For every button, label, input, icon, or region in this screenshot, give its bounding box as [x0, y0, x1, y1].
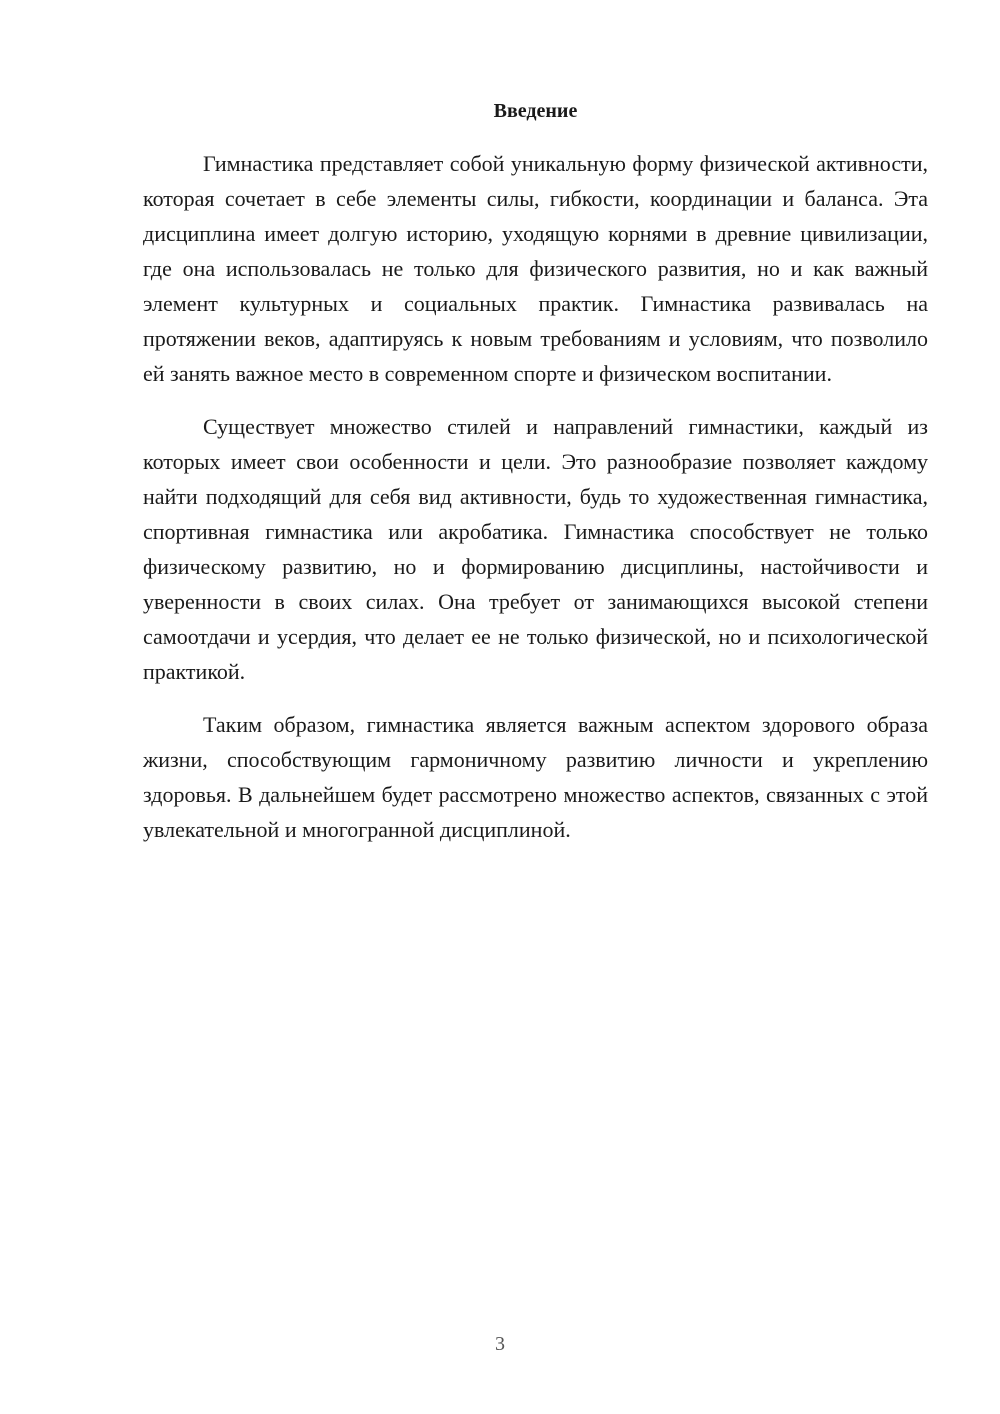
paragraph-2: Существует множество стилей и направлений гимнастики, каждый из которых имеет свои особенности и цели. Это разнообразие позволяет каждому найти подходящий для себя вид активности, будь то художественная гимнастика, спортивная гимнастика или акробатика. Гимнастика способствует не только физическому развитию, но и формированию дисциплины, настойчивости и уверенности в своих силах. Она требует от занимающихся высокой степени самоотдачи и усердия, что делает ее не только физической, но и психологической практикой.: [143, 414, 928, 684]
paragraph-3: Таким образом, гимнастика является важным аспектом здорового образа жизни, способствующим гармоничному развитию личности и укреплению здоровья. В дальнейшем будет рассмотрено множество аспектов, связанных с этой увлекательной и многогранной дисциплиной.: [143, 712, 928, 842]
section-title: Введение: [493, 100, 578, 122]
paragraph-1: Гимнастика представляет собой уникальную форму физической активности, которая сочетает в себе элементы силы, гибкости, координации и баланса. Эта дисциплина имеет долгую историю, уходящую корнями в древние цивилизации, где она использовалась не только для физического развития, но и как важный элемент культурных и социальных практик. Гимнастика развивалась на протяжении веков, адаптируясь к новым требованиям и условиям, что позволило ей занять важное место в современном спорте и физическом воспитании.: [143, 151, 928, 386]
page-number: 3: [495, 1333, 505, 1355]
page-content: [143, 97, 928, 865]
